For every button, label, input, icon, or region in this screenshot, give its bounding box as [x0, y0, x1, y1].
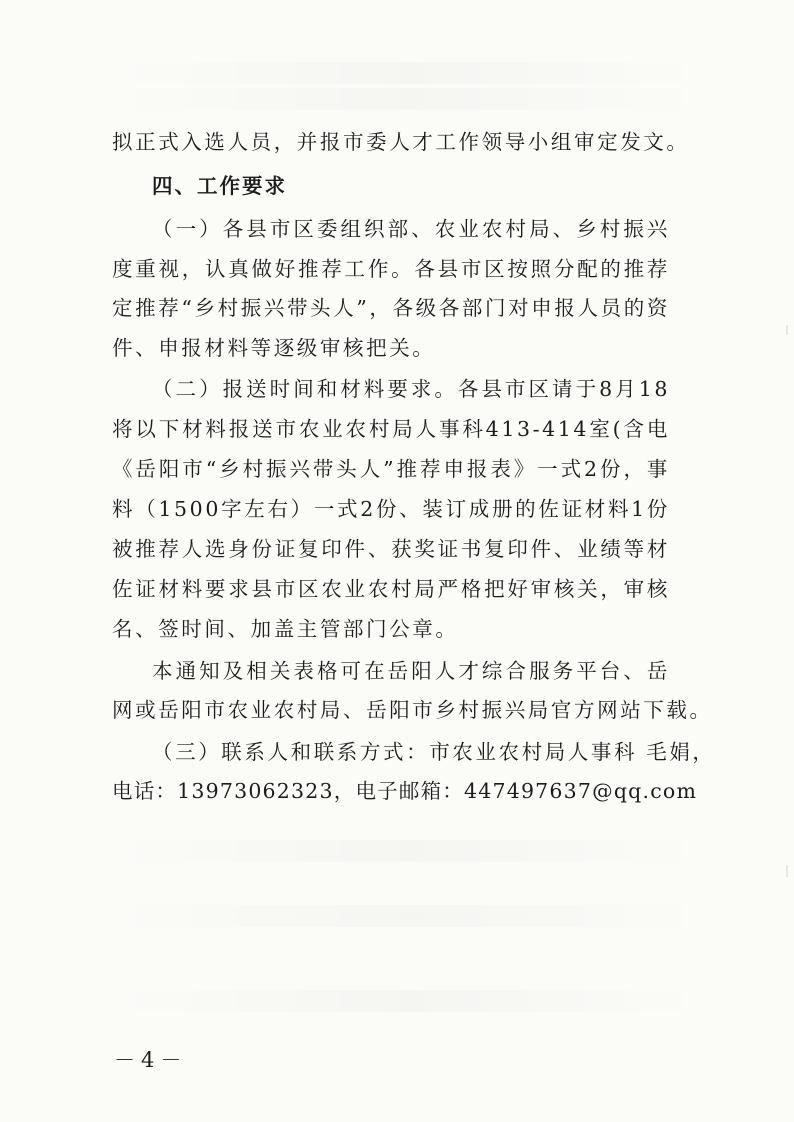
contact-line: 电话：13973062323，电子邮箱：447497637@qq.com: [112, 779, 698, 803]
paragraph-line: 本通知及相关表格可在岳阳人才综合服务平台、岳: [152, 659, 670, 683]
paragraph-line: 名、签时间、加盖主管部门公章。: [112, 617, 459, 641]
paragraph-line: 网或岳阳市农业农村局、岳阳市乡村振兴局官方网站下载。: [112, 698, 713, 722]
bleed-through: [110, 840, 710, 862]
paragraph-line: 佐证材料要求县市区农业农村局严格把好审核关，审核: [112, 577, 670, 601]
bleed-through: [110, 905, 710, 927]
paragraph-line: （一）各县市区委组织部、农业农村局、乡村振兴: [152, 217, 670, 241]
paragraph-line: 定推荐“乡村振兴带头人”，各级各部门对申报人员的资: [112, 296, 670, 320]
bleed-through: [110, 62, 710, 84]
bleed-through: [110, 88, 710, 110]
paragraph-line: 料（1500字左右）一式2份、装订成册的佐证材料1份: [112, 497, 670, 521]
paragraph-line: 件、申报材料等逐级审核把关。: [112, 336, 436, 360]
paragraph-line: 《岳阳市“乡村振兴带头人”推荐申报表》一式2份，事: [112, 457, 670, 481]
scan-mark: [786, 865, 788, 877]
paragraph-line: （三）联系人和联系方式：市农业农村局人事科 毛娟，: [152, 740, 716, 764]
bleed-through: [110, 990, 710, 1012]
scan-mark: [786, 325, 788, 335]
paragraph-line: 将以下材料报送市农业农村局人事科413-414室(含电: [112, 417, 670, 441]
page-number: －4－: [114, 1048, 188, 1072]
paragraph-line: 拟正式入选人员，并报市委人才工作领导小组审定发文。: [112, 130, 690, 154]
paragraph-line: （二）报送时间和材料要求。各县市区请于8月18: [152, 377, 670, 401]
section-heading: 四、工作要求: [152, 174, 287, 198]
paragraph-line: 度重视，认真做好推荐工作。各县市区按照分配的推荐: [112, 257, 670, 281]
paragraph-line: 被推荐人选身份证复印件、获奖证书复印件、业绩等材: [112, 537, 670, 561]
